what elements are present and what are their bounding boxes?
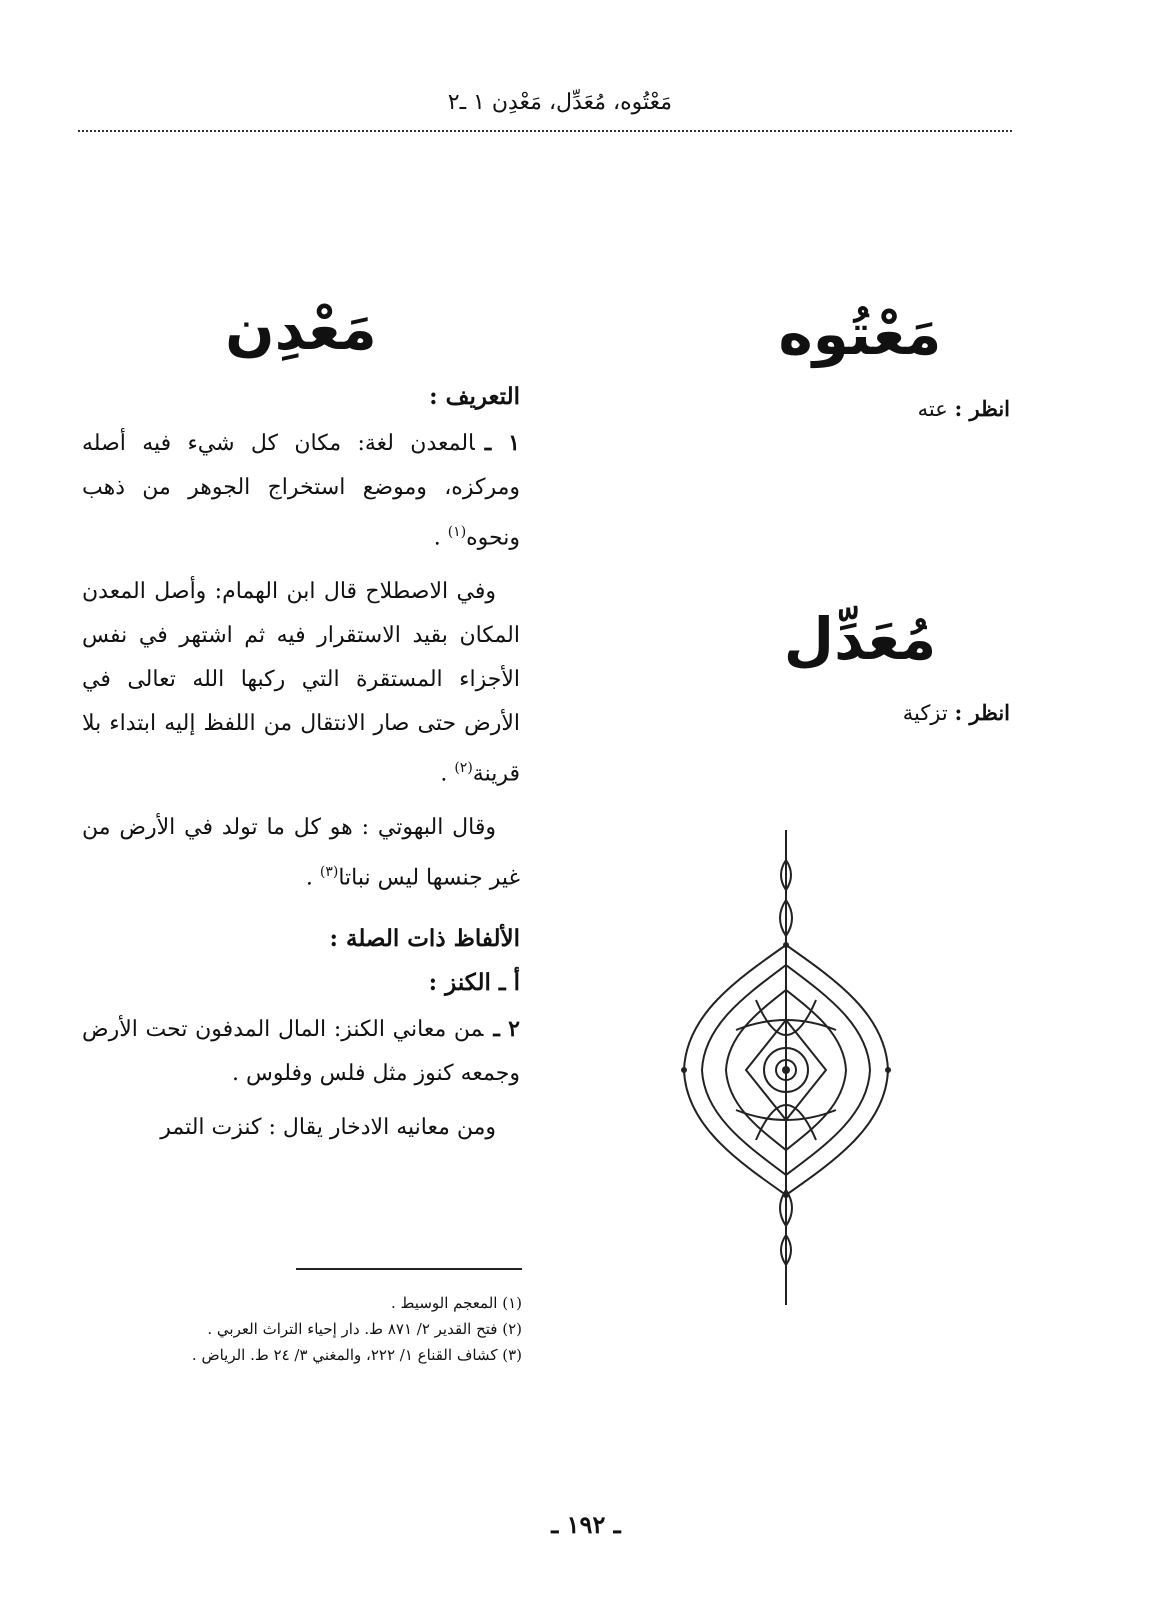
entry-maatuh bbox=[710, 300, 1010, 370]
entry-maadin bbox=[82, 295, 520, 1160]
entry-heading: مُعَدِّل bbox=[783, 605, 937, 673]
see-value: عته bbox=[917, 397, 948, 421]
paragraph-4 bbox=[82, 1007, 520, 1096]
paragraph-text: المعدن لغة: مكان كل شيء فيه أصله ومركزه، وموضع استخراج الجوهر من ذهب ونحوه bbox=[82, 430, 520, 550]
paragraph-1: ١ ـالمعدن لغة: مكان كل شيء فيه أصله ومركزه، وموضع استخراج الجوهر من ذهب ونحوه$^{(١)}$ . bbox=[82, 429, 520, 550]
arabesque-medallion-ornament-icon bbox=[676, 830, 896, 1305]
see-reference bbox=[710, 700, 1010, 725]
paragraph-text: من معاني الكنز: المال المدفون تحت الأرض وجمعه كنوز مثل فلس وفلوس . bbox=[82, 1016, 520, 1086]
entry-muaddil bbox=[710, 605, 1010, 675]
running-header-title: مَعْتُوه، مُعَدِّل، مَعْدِن ١ ـ٢ bbox=[447, 90, 672, 115]
footnote-ref: (٣) bbox=[319, 864, 339, 881]
see-value: تزكية bbox=[902, 701, 948, 725]
footnote-item: (٣) كشاف القناع ١/ ٢٢٢، والمغني ٣/ ٢٤ ط. الرياض . bbox=[191, 1346, 522, 1364]
paragraph-5 bbox=[82, 1106, 520, 1150]
see-label: انظر : bbox=[954, 396, 1010, 421]
paragraph-3: وقال البهوتي : هو كل ما تولد في الأرض من غير جنسها ليس نباتا$^{(٣)}$ . bbox=[82, 815, 520, 891]
footnotes bbox=[120, 1290, 522, 1368]
paragraph-number: ٢ ـ bbox=[493, 1015, 520, 1042]
paragraph-text: ومن معانيه الادخار يقال : كنزت التمر bbox=[160, 1114, 496, 1140]
paragraph-number: ١ ـ bbox=[484, 429, 520, 456]
see-reference bbox=[710, 396, 1010, 421]
footnote-item: (١) المعجم الوسيط . bbox=[391, 1294, 522, 1312]
subsection-title-kanz: أ ـ الكنز : bbox=[428, 968, 520, 996]
section-title-definition: التعريف : bbox=[429, 382, 520, 410]
paragraph-2: وفي الاصطلاح قال ابن الهمام: وأصل المعدن المكان بقيد الاستقرار فيه ثم اشتهر في نفس الأجزاء المستقرة التي ركبها الله تعالى في الأرض حتى صار الانتقال من اللفظ إليه ابتداء بلا قرينة$^{(٢)}$ . bbox=[82, 578, 520, 787]
header-dotted-rule bbox=[78, 130, 1012, 132]
footnote-ref: (١) bbox=[447, 523, 467, 540]
see-label: انظر : bbox=[954, 700, 1010, 725]
footnote-separator bbox=[296, 1268, 522, 1270]
paragraph-text: وفي الاصطلاح قال ابن الهمام: وأصل المعدن المكان بقيد الاستقرار فيه ثم اشتهر في نفس الأجزاء المستقرة التي ركبها الله تعالى في الأرض حتى صار الانتقال من اللفظ إليه ابتداء بلا قرينة bbox=[82, 578, 520, 787]
entry-heading: مَعْدِن bbox=[225, 295, 377, 363]
paragraph-text: وقال البهوتي : هو كل ما تولد في الأرض من غير جنسها ليس نباتا bbox=[82, 815, 520, 891]
section-title-related-terms: الألفاظ ذات الصلة : bbox=[329, 924, 520, 952]
entry-maatuh-see bbox=[710, 396, 1010, 421]
entry-muaddil-see bbox=[710, 700, 1010, 725]
entry-heading: مَعْتُوه bbox=[778, 300, 942, 368]
footnote-ref: (٢) bbox=[454, 759, 473, 776]
page-number: ـ ١٩٢ ـ bbox=[551, 1510, 621, 1539]
footnote-item: (٢) فتح القدير ٢/ ٨٧١ ط. دار إحياء التراث العربي . bbox=[207, 1320, 522, 1338]
